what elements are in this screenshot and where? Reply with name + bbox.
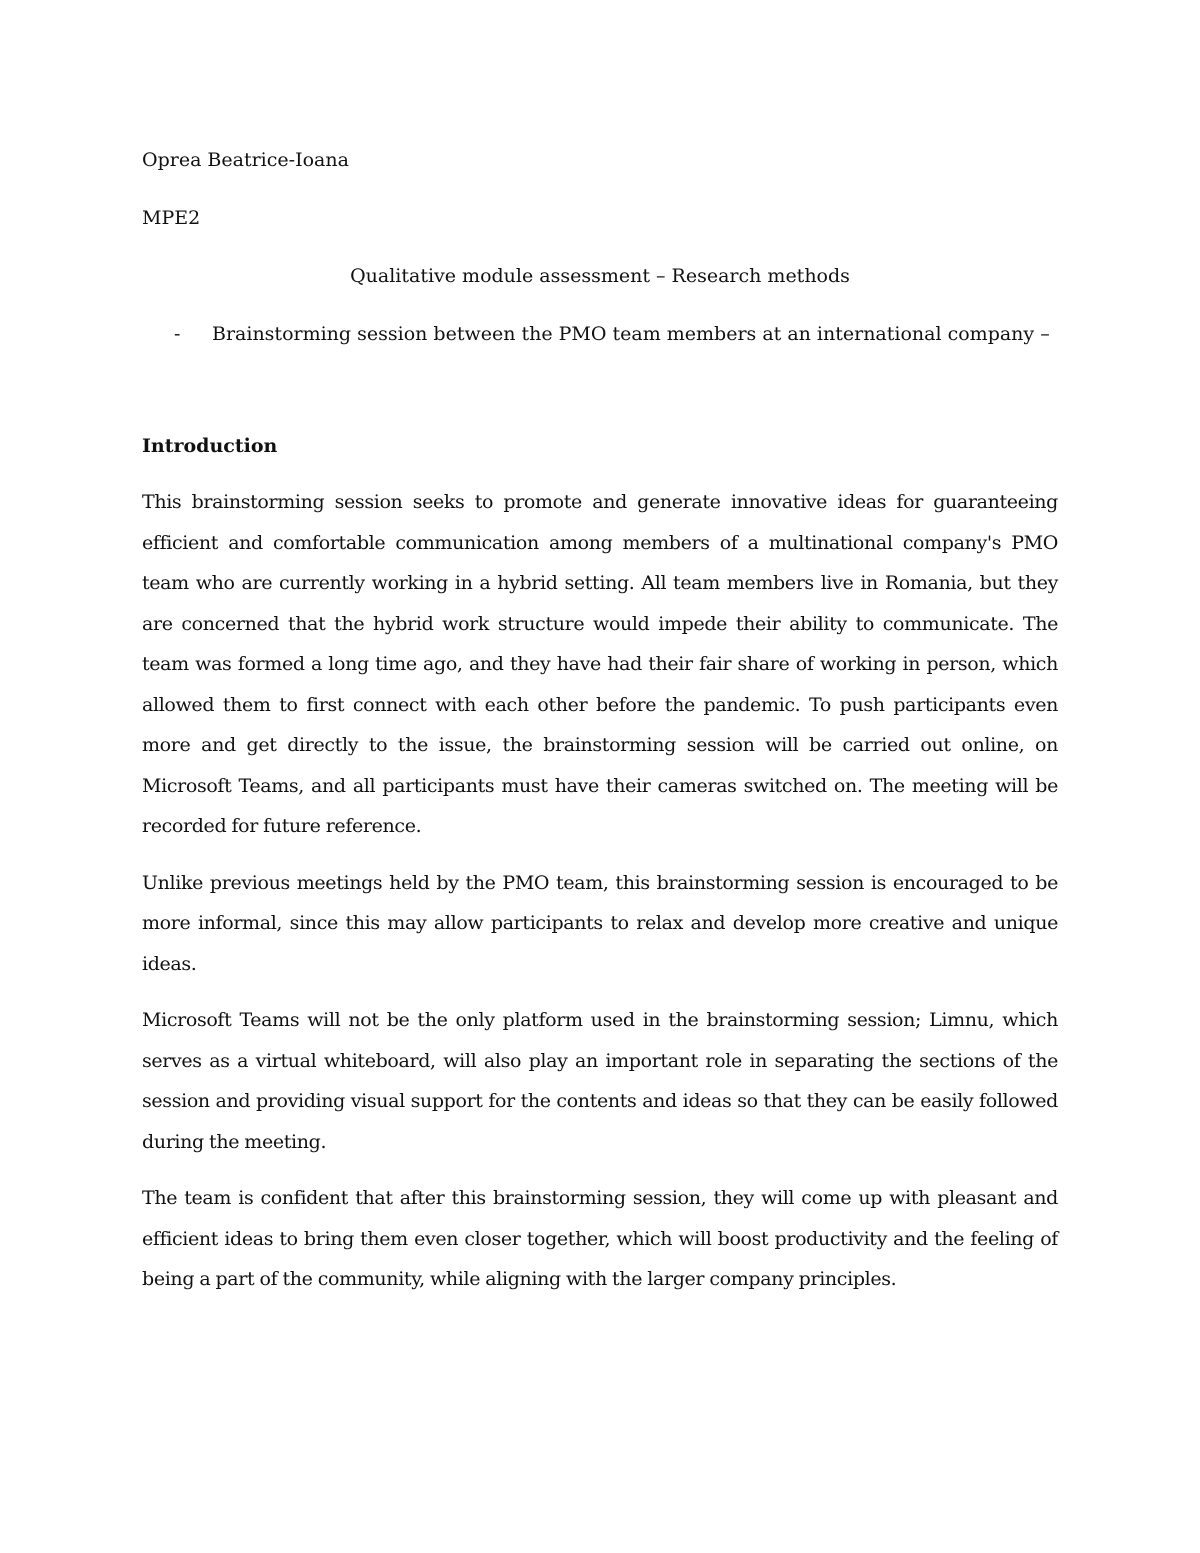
- document-subtitle: [142, 314, 1058, 354]
- document-body: [142, 140, 1058, 1316]
- paragraph-platforms: Microsoft Teams will not be the only platform used in the brainstorming session; Limnu, which serves as a virtual whiteboard, will also play an important role in separating the sections of the session and providing visual support for the contents and ideas so that they can be easily followed during the meeting.: [142, 1009, 1058, 1153]
- author-name: Oprea Beatrice-Ioana: [142, 149, 349, 171]
- paragraph-intro: This brainstorming session seeks to promote and generate innovative ideas for guaranteeing efficient and comfortable communication among members of a multinational company's PMO team who are currently working in a hybrid setting. All team members live in Romania, but they are concerned that the hybrid work structure would impede their ability to communicate. The team was formed a long time ago, and they have had their fair share of working in person, which allowed them to first connect with each other before the pandemic. To push participants even more and get directly to the issue, the brainstorming session will be carried out online, on Microsoft Teams, and all participants must have their cameras switched on. The meeting will be recorded for future reference.: [142, 491, 1058, 837]
- subtitle-text: Brainstorming session between the PMO team members at an international company –: [212, 323, 1050, 345]
- subtitle-bullet: -: [174, 323, 181, 345]
- document-title: Qualitative module assessment – Research methods: [350, 265, 850, 287]
- paragraph-informal: Unlike previous meetings held by the PMO team, this brainstorming session is encouraged to be more informal, since this may allow participants to relax and develop more creative and unique ideas.: [142, 871, 1058, 975]
- section-heading: Introduction: [142, 435, 278, 457]
- program-code: MPE2: [142, 207, 201, 229]
- paragraph-conclusion: The team is confident that after this brainstorming session, they will come up with pleasant and efficient ideas to bring them even closer together, which will boost productivity and the feeling of being a part of the community, while aligning with the larger company principles.: [142, 1187, 1058, 1290]
